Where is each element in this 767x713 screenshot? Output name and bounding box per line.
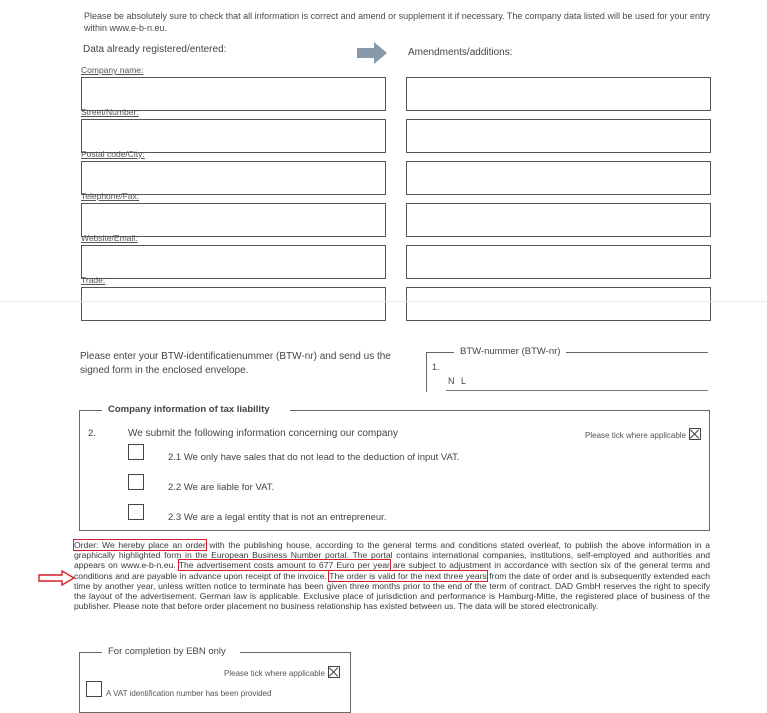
option-2-2-label: 2.2 We are liable for VAT. xyxy=(168,482,275,493)
btw-item-number: 1. xyxy=(432,362,440,372)
registered-telephone-field[interactable] xyxy=(81,203,386,237)
order-paragraph xyxy=(74,540,710,611)
btw-number-input[interactable]: N L xyxy=(448,376,469,386)
checked-box-icon xyxy=(689,428,701,440)
vat-provided-label: A VAT identification number has been provided xyxy=(106,689,272,698)
red-arrow-icon xyxy=(38,570,76,586)
checked-box-icon xyxy=(328,666,340,678)
right-column-heading: Amendments/additions: xyxy=(408,47,513,58)
btw-instruction: Please enter your BTW-identificatienummer (BTW-nr) and send us the signed form in the enclosed envelope. xyxy=(80,351,391,376)
left-column-heading: Data already registered/entered: xyxy=(83,44,227,55)
order-highlight: Order: We hereby place an order xyxy=(74,540,206,550)
option-2-3-checkbox[interactable] xyxy=(128,504,144,520)
validity-highlight: The order is valid for the next three years xyxy=(329,570,487,581)
intro-text: Please be absolutely sure to check that all information is correct and amend or supplement it if necessary. The company data listed will be used for your entry within www.e-b-n.eu. xyxy=(84,11,710,33)
option-2-3-label: 2.3 We are a legal entity that is not an entrepreneur. xyxy=(168,512,387,523)
page-break-divider xyxy=(0,301,767,302)
btw-underline xyxy=(446,390,708,391)
tax-item-number: 2. xyxy=(88,428,96,439)
field-label: Telephone/Fax: xyxy=(81,191,140,201)
vat-provided-checkbox[interactable] xyxy=(86,681,102,697)
order-text-1: with the publishing house, according to the general terms and conditions stated overleaf, to publish the above information in a graphically highlighted form in the European Business Number portal. The portal contains international companies, institutions, self-employed and authorities and appears on www.e-b-n.eu. xyxy=(74,540,710,571)
registered-company-name-field[interactable] xyxy=(81,77,386,111)
field-label: Trade: xyxy=(81,275,106,285)
amendment-street-field[interactable] xyxy=(406,119,711,153)
divider xyxy=(80,652,102,653)
registered-trade-field[interactable] xyxy=(81,287,386,321)
ebn-legend: For completion by EBN only xyxy=(108,646,226,657)
ebn-tick-hint-text: Please tick where applicable xyxy=(224,669,325,678)
amendment-trade-field[interactable] xyxy=(406,287,711,321)
registered-street-field[interactable] xyxy=(81,119,386,153)
amendment-company-name-field[interactable] xyxy=(406,77,711,111)
divider xyxy=(426,352,427,392)
divider xyxy=(80,410,102,411)
cost-highlight: The advertisement costs amount to 677 Euro per year xyxy=(178,560,390,571)
amendment-telephone-field[interactable] xyxy=(406,203,711,237)
tax-legend: Company information of tax liability xyxy=(108,404,270,415)
divider xyxy=(240,652,350,653)
ebn-tick-hint xyxy=(224,666,340,678)
option-2-1-checkbox[interactable] xyxy=(128,444,144,460)
order-text-3: from the date of order and is subsequently extended each time by another year, unless written notice to terminate has been given three months prior to the end of the term of contract. DAD GmbH reserves the right to specify the layout of the advertisement. German law is applicable. Exclusive place of jurisdiction and performance is Hamburg-Mitte, the registered place of business of the publisher. Please note that before order placement no business relationship has existed between us. The data will be stored electronically. xyxy=(74,570,710,612)
registered-postal-code-field[interactable] xyxy=(81,161,386,195)
field-label: Postal code/City: xyxy=(81,149,145,159)
btw-legend: BTW-nummer (BTW-nr) xyxy=(454,346,566,357)
field-label: Street/Number: xyxy=(81,107,139,117)
tick-hint-text: Please tick where applicable xyxy=(585,431,686,440)
right-arrow-icon xyxy=(357,42,387,64)
tax-liability-group xyxy=(79,404,710,531)
registered-website-field[interactable] xyxy=(81,245,386,279)
option-2-2-checkbox[interactable] xyxy=(128,474,144,490)
option-2-1-label: 2.1 We only have sales that do not lead to the deduction of input VAT. xyxy=(168,452,460,463)
order-text-2: are subject to adjustment in accordance with section six of the general terms and conditions and are payable in advance upon receipt of the invoice. xyxy=(74,560,710,581)
btw-number-group xyxy=(426,344,708,392)
divider xyxy=(290,410,709,411)
amendment-website-field[interactable] xyxy=(406,245,711,279)
field-label: Company name: xyxy=(81,65,144,75)
amendment-postal-code-field[interactable] xyxy=(406,161,711,195)
field-label: Website/Email: xyxy=(81,233,138,243)
ebn-completion-group xyxy=(79,646,351,713)
tax-lead-text: We submit the following information concerning our company xyxy=(128,428,398,439)
tick-hint xyxy=(585,428,701,440)
